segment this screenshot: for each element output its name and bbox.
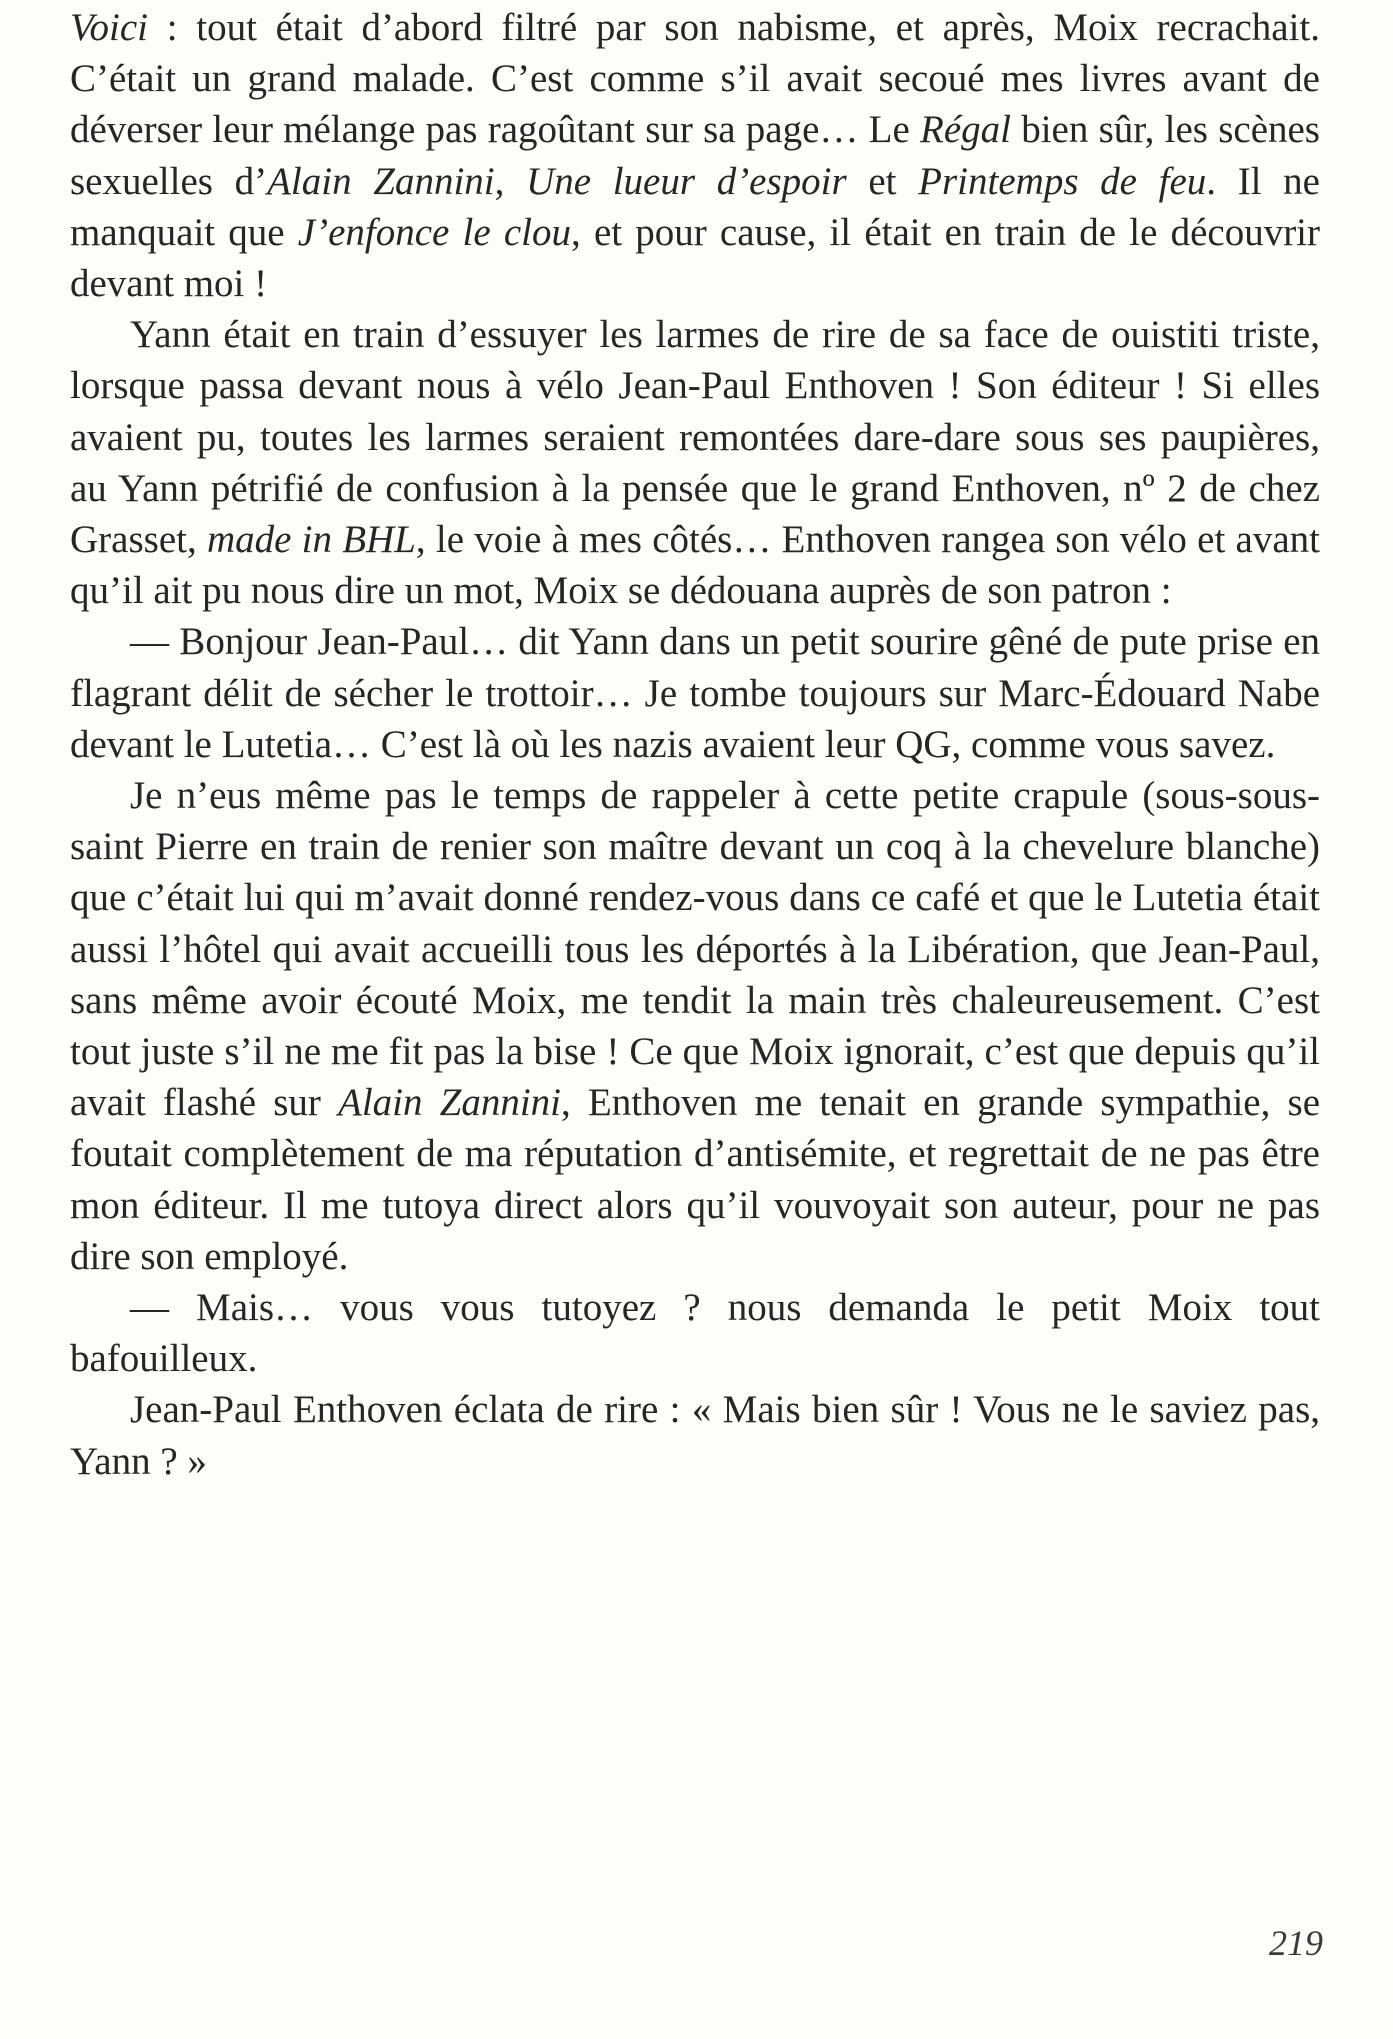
paragraph [70, 309, 1320, 616]
text-run: , le voie à mes côtés… Enthoven rangea son vélo et avant qu’il ait pu nous dire un mot, Moix se dédouana auprès de son patron : [70, 518, 1320, 613]
text-run: , Enthoven me tenait en grande sympathie, se foutait complètement de ma réputation d’antisémite, et regrettait de ne pas être mon éditeur. Il me tutoya direct alors qu’il vouvoyait son auteur, pour ne pas dire son employé. [70, 1081, 1321, 1278]
page-number: 219 [1269, 1923, 1323, 1963]
italic-title: Voici [70, 6, 148, 49]
paragraph [70, 2, 1320, 309]
text-run: , [494, 159, 527, 203]
italic-title: Alain Zannini [338, 1081, 562, 1125]
italic-title: Printemps de feu [918, 159, 1207, 203]
text-run: Je n’eus même pas le temps de rappeler à cette petite crapule (sous-sous-saint Pierre en train de renier son maître devant un coq à la chevelure blanche) que c’était lui qui m’avait donné rendez-vous dans ce café et que le Lutetia était aussi l’hôtel qui avait accueilli tous les déportés à la Libération, que Jean-Paul, sans même avoir écouté Moix, me tendit la main très chaleureusement. C’est tout juste s’il ne me fit pas la bise ! Ce que Moix ignorait, c’est que depuis qu’il avait flashé sur [70, 774, 1320, 1125]
paragraph [70, 1384, 1320, 1486]
italic-title: Régal [920, 108, 1011, 152]
text-run: et [846, 159, 919, 203]
italic-title: made in BHL [206, 518, 416, 562]
italic-title: Une lueur d’espoir [526, 159, 847, 203]
text-run: Yann était en train d’essuyer les larmes de rire de sa face de ouistiti triste, lorsque passa devant nous à vélo Jean-Paul Enthoven ! Son éditeur ! Si elles avaient pu, toutes les larmes seraient remontées dare-dare sous ses paupières, au Yann pétrifié de confusion à la pensée que le grand Enthoven, nº 2 de chez Grasset, [70, 313, 1320, 562]
paragraph [70, 616, 1320, 770]
text-run: . Il ne manquait que [70, 159, 1320, 254]
text-run: — Mais… vous vous tutoyez ? nous demanda le petit Moix tout bafouilleux. [70, 1286, 1320, 1381]
text-run: Jean-Paul Enthoven éclata de rire : « Mais bien sûr ! Vous ne le saviez pas, Yann ? » [70, 1388, 1320, 1483]
paragraph [70, 1282, 1320, 1384]
text-run: : tout était d’abord filtré par son nabisme, et après, Moix recrachait. C’était un grand malade. C’est comme s’il avait secoué mes livres avant de déverser leur mélange pas ragoûtant sur sa page… Le [70, 6, 1320, 152]
italic-title: J’enfonce le clou [297, 210, 572, 254]
body-text [70, 2, 1320, 1487]
text-run: , et pour cause, il était en train de le découvrir devant moi ! [70, 210, 1321, 306]
paragraph [70, 770, 1320, 1282]
text-run: bien sûr, les scènes sexuelles d’ [70, 108, 1320, 203]
text-run: — Bonjour Jean-Paul… dit Yann dans un petit sourire gêné de pute prise en flagrant délit de sécher le trottoir… Je tombe toujours sur Marc-Édouard Nabe devant le Lutetia… C’est là où les nazis avaient leur QG, comme vous savez. [70, 620, 1320, 766]
italic-title: Alain Zannini [267, 159, 495, 203]
